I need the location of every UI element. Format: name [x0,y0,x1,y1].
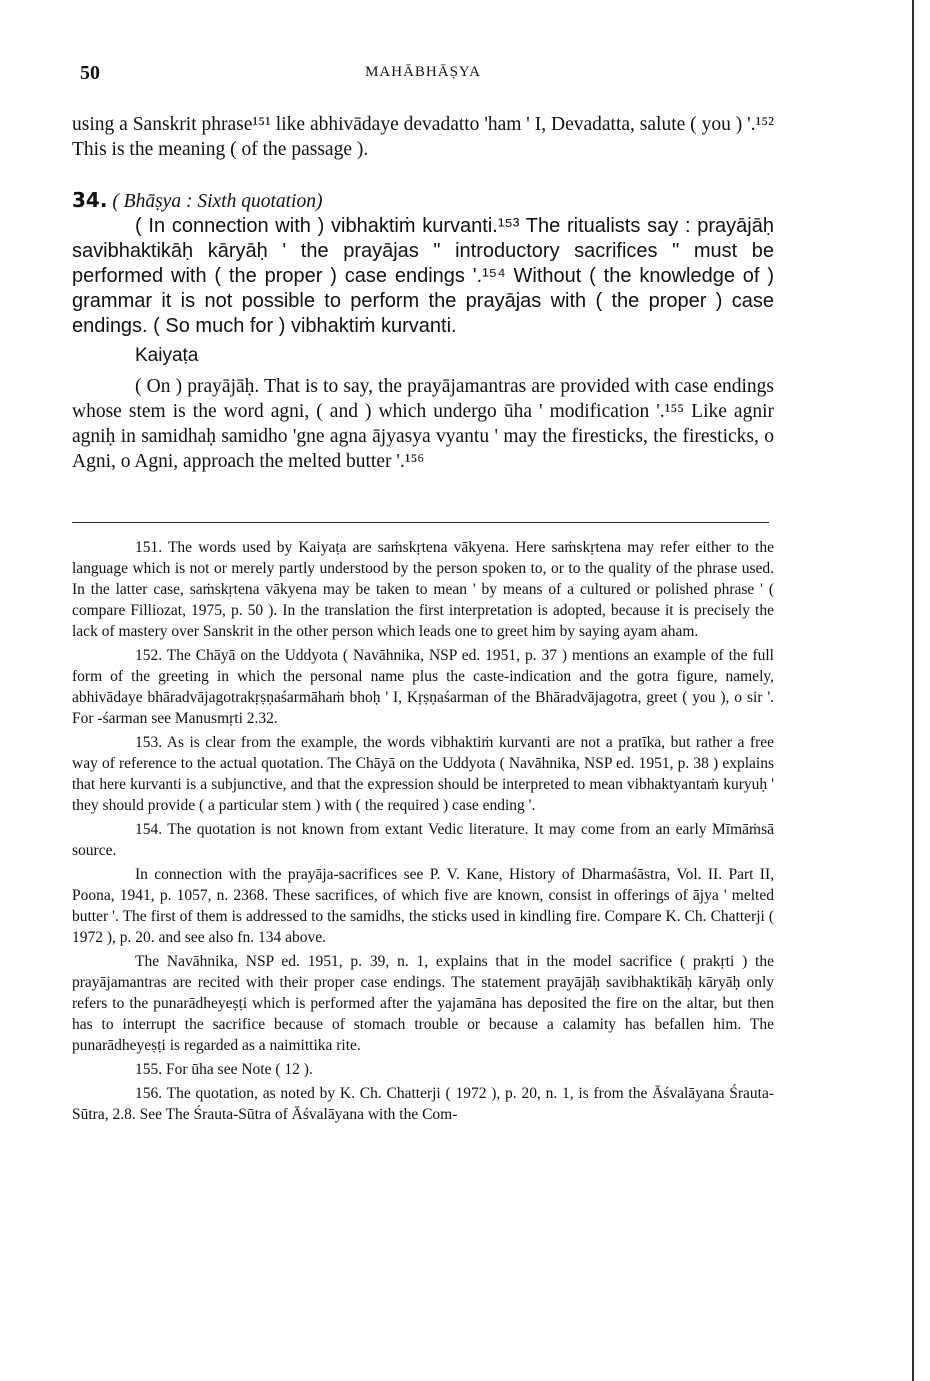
page-number: 50 [80,62,100,84]
footnote-153: 153. As is clear from the example, the words vibhaktiṁ kurvanti are not a pratīka, but rather a free way of reference to the actual quotation. The Chāyā on the Uddyota ( Navāhnika, NSP ed. 1951, p. 38 ) explains that here kurvanti is a subjunctive, and that the expression should be interpreted to mean vibhaktyantaṁ kuryuḥ ' they should provide ( a particular stem ) with ( the required ) case ending '. [72,734,774,814]
footnote-152: 152. The Chāyā on the Uddyota ( Navāhnika, NSP ed. 1951, p. 37 ) mentions an example of the full form of the greeting in which the personal name plus the caste-indication and the gotra figure, namely, abhivādaye bhāradvājagotrakṛṣṇaśarmāhaṁ bhoḥ ' I, Kṛṣṇaśarman of the Bhāradvājagotra, greet ( you ), o sir '. For -śarman see Manusmṛti 2.32. [72,647,774,727]
section-number: 34. [72,188,108,212]
page-header [72,62,774,86]
footnote-155: 155. For ūha see Note ( 12 ). [135,1061,313,1078]
footnote-154-continued: In connection with the prayāja-sacrifices see P. V. Kane, History of Dharmaśāstra, Vol. II. Part II, Poona, 1941, p. 1057, n. 2368. These sacrifices, of which five are known, consist in offerings of ājya ' melted butter '. The first of them is addressed to the samidhs, the sticks used in kindling fire. Compare K. Ch. Chatterji ( 1972 ), p. 20. and see also fn. 134 above. [72,866,774,946]
footnotes [72,537,774,1128]
footnote-154: 154. The quotation is not known from extant Vedic literature. It may come from an early Mīmāṁsā source. [72,821,774,859]
section-title: ( Bhāṣya : Sixth quotation) [112,191,323,212]
paragraph-kaiyata: ( On ) prayājāḥ. That is to say, the prayājamantras are provided with case endings whose stem is the word agni, ( and ) which undergo ūha ' modification '.¹⁵⁵ Like agnir agniḥ in samidhaḥ samidho 'gne agna ājyasya vyantu ' may the firesticks, the firesticks, o Agni, o Agni, approach the melted butter '.¹⁵⁶ [72,376,774,472]
footnote-151: 151. The words used by Kaiyaṭa are saṁskṛtena vākyena. Here saṁskṛtena may refer either to the language which is not or merely partly understood by the person spoken to, or to the quality of the phrase used. In the latter case, saṁskṛtena vākyena may be taken to mean ' by means of a cultured or polished phrase ' ( compare Filliozat, 1975, p. 50 ). In the translation the first interpretation is adopted, because it is precisely the lack of mastery over Sanskrit in the other person which leads one to greet him by saying ayam aham. [72,539,774,640]
kaiyata-heading: Kaiyaṭa [135,345,199,366]
footnote-156: 156. The quotation, as noted by K. Ch. Chatterji ( 1972 ), p. 20, n. 1, is from the Āśvalāyana Śrauta-Sūtra, 2.8. See The Śrauta-Sūtra of Āśvalāyana with the Com- [72,1085,774,1123]
running-head: MAHĀBHĀṢYA [365,64,481,80]
footnote-rule [72,522,769,523]
paragraph-bhasya: ( In connection with ) vibhaktiṁ kurvanti.¹⁵³ The ritualists say : prayājāḥ savibhaktikāḥ kāryāḥ ' the prayājas " introductory sacrifices " must be performed with ( the proper ) case endings '.¹⁵⁴ Without ( the knowledge of ) grammar it is not possible to perform the prayājas with ( the proper ) case endings. ( So much for ) vibhaktiṁ kurvanti. [72,215,774,337]
paragraph-intro: using a Sanskrit phrase¹⁵¹ like abhivādaye devadatto 'ham ' I, Devadatta, salute ( you ) '.¹⁵² This is the meaning ( of the passage ). [72,114,774,160]
footnote-154-continued-2: The Navāhnika, NSP ed. 1951, p. 39, n. 1, explains that in the model sacrifice ( prakṛti ) the prayājamantras are recited with their proper case endings. The statement prayājāḥ savibhaktikāḥ kāryāḥ only refers to the punarādheyeṣṭi which is performed after the yajamāna has deposited the fire on the altar, but then has to interrupt the sacrifice because of stomach trouble or because a calamity has befallen him. The punarādheyeṣṭi is regarded as a naimittika rite. [72,953,774,1054]
section-heading [72,188,774,214]
scan-edge-line [912,0,914,1381]
main-text [72,112,774,474]
